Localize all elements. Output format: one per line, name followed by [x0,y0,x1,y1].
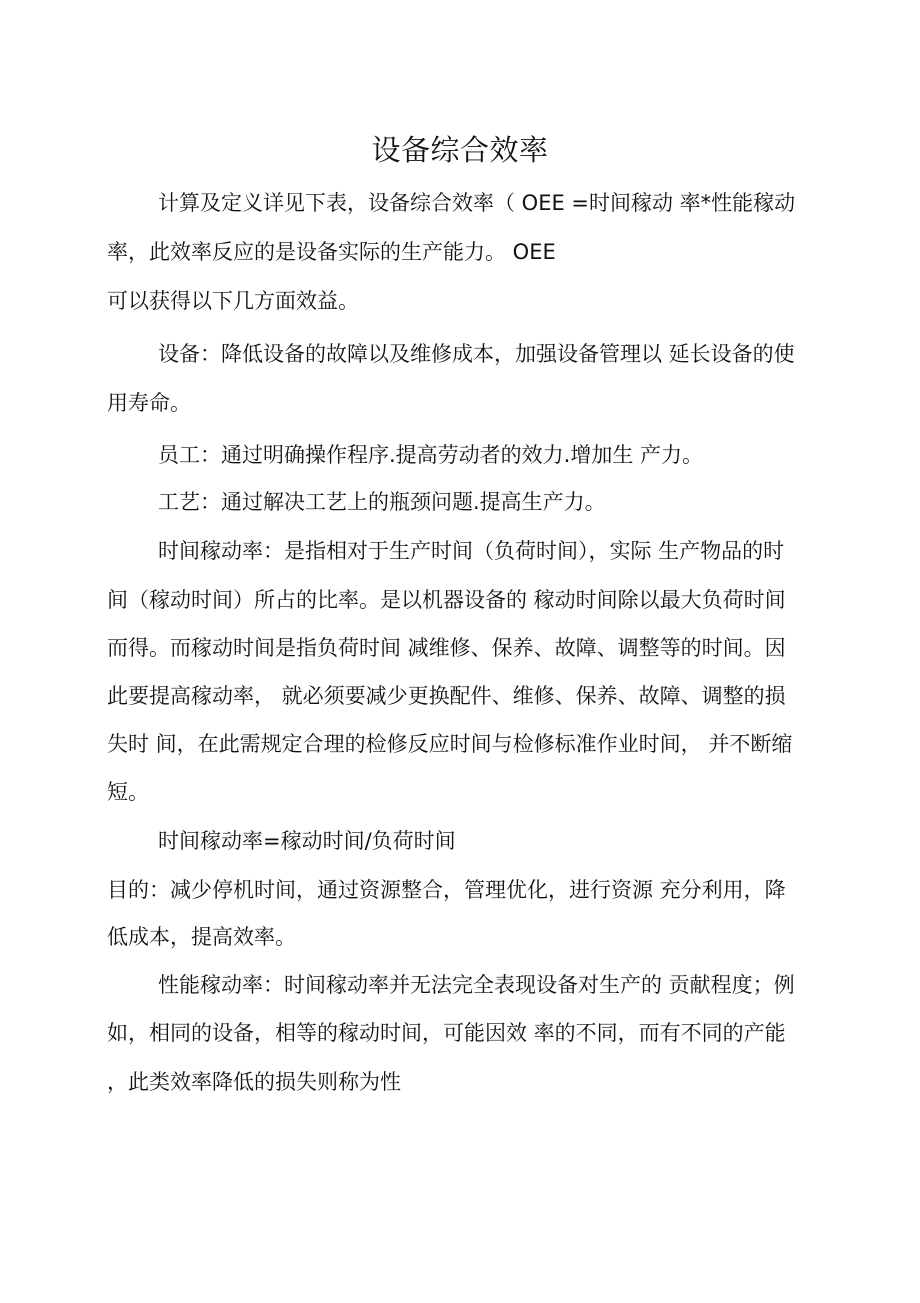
paragraph-line: 可以获得以下几方面效益。 [107,289,359,313]
paragraph-line: 时间稼动率=稼动时间/负荷时间 [158,829,456,853]
paragraph-line: 间（稼动时间）所占的比率。是以机器设备的 稼动时间除以最大负荷时间 [107,588,786,612]
paragraph-line: 失时 间，在此需规定合理的检修反应时间与检修标准作业时间， 并不断缩 [107,732,793,756]
paragraph-line: ，此类效率降低的损失则称为性 [107,1070,401,1094]
paragraph-line: 低成本，提高效率。 [107,925,296,949]
paragraph-line: 目的：减少停机时间，通过资源整合，管理优化，进行资源 充分利用，降 [107,878,786,902]
paragraph-line: 如，相同的设备，相等的稼动时间，可能因效 率的不同，而有不同的产能 [107,1021,786,1045]
paragraph-line: 短。 [107,780,149,804]
paragraph-line: 用寿命。 [107,391,191,415]
paragraph-line: 率，此效率反应的是设备实际的生产能力。 OEE [107,240,556,264]
paragraph-line: 性能稼动率：时间稼动率并无法完全表现设备对生产的 贡献程度；例 [158,973,795,997]
paragraph-line: 而得。而稼动时间是指负荷时间 减维修、保养、故障、调整等的时间。因 [107,636,786,660]
page-title: 设备综合效率 [371,133,549,167]
paragraph-line: 计算及定义详见下表，设备综合效率（ OEE =时间稼动 率*性能稼动 [158,191,796,215]
paragraph-line: 工艺：通过解决工艺上的瓶颈问题.提高生产力。 [158,490,606,514]
paragraph-line: 员工：通过明确操作程序.提高劳动者的效力.增加生 产力。 [158,443,704,467]
paragraph-line: 设备：降低设备的故障以及维修成本，加强设备管理以 延长设备的使 [158,342,795,366]
paragraph-line: 此要提高稼动率， 就必须要减少更换配件、维修、保养、故障、调整的损 [107,684,786,708]
paragraph-line: 时间稼动率：是指相对于生产时间（负荷时间），实际 生产物品的时 [158,539,785,563]
